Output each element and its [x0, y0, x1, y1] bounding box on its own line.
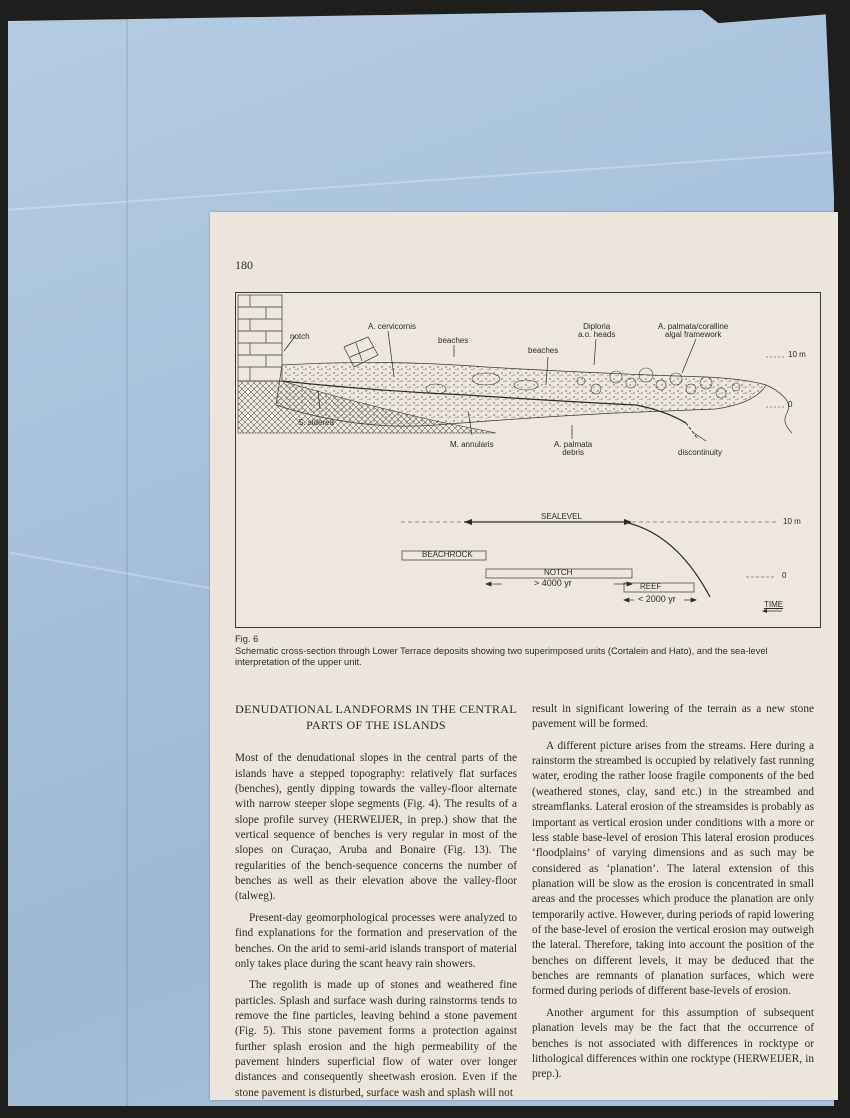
- section-heading-line2: PARTS OF THE ISLANDS: [306, 717, 446, 732]
- label-beaches-2: beaches: [528, 346, 559, 355]
- label-a-palmata-coralline: A. palmata/coralline algal framework: [658, 322, 729, 340]
- label-0-top: 0: [788, 400, 793, 409]
- caption-label: Fig. 6: [235, 634, 259, 644]
- label-notch: notch: [290, 332, 310, 341]
- label-10m-top: 10 m: [788, 350, 806, 359]
- sealevel-arrowhead: [464, 519, 472, 525]
- section-heading-line1: DENUDATIONAL LANDFORMS IN THE CENTRAL: [235, 702, 517, 716]
- label-time: TIME: [764, 600, 784, 609]
- paper-crease: [9, 151, 833, 211]
- label-notch-bar: NOTCH: [544, 568, 573, 577]
- figure-6-diagram: [235, 292, 821, 628]
- figure-caption: [235, 634, 815, 669]
- cross-section-drawing: [236, 293, 820, 627]
- section-heading: [235, 702, 517, 733]
- label-reef-age: < 2000 yr: [638, 594, 676, 604]
- cliff-wall: [238, 295, 282, 381]
- paragraph: The regolith is made up of stones and weathered fine particles. Splash and surface wash during rainstorms tends to remove the fine particles, leaving behind a stone pavement (Fig. 5). This stone pavement forms a protection against further splash erosion and the high permeability of the pavement hinders superficial flow of water over longer distances and consequently sheetwash erosion. Even if the stone pavement is disturbed, surface wash and splash will not: [235, 979, 517, 1099]
- label-a-cervicornis: A. cervicornis: [368, 322, 417, 331]
- label-beaches-1: beaches: [438, 336, 469, 345]
- discontinuity-line: [686, 423, 698, 439]
- label-notch-age: > 4000 yr: [534, 578, 572, 588]
- label-reef: REEF: [640, 582, 662, 591]
- label-a-palmata-debris: A. palmata debris: [554, 440, 593, 458]
- page-number: 180: [235, 258, 253, 272]
- paragraph: result in significant lowering of the terrain as a new stone pavement will be formed.: [532, 703, 814, 731]
- paragraph: Another argument for this assumption of subsequent planation levels may be the fact that the occurrence of benches is not associated with differences in rocktype or lithological differences within one rocktype (HERWEIJER, in prep.).: [532, 1006, 814, 1081]
- label-0-bottom: 0: [782, 571, 787, 580]
- paper-crease: [9, 552, 216, 590]
- label-s-siderea: S. siderea: [298, 418, 335, 427]
- caption-text: Schematic cross-section through Lower Terrace deposits showing two superimposed units (Cortalein and Hato), and the sea-level interpretation of the upper unit.: [235, 645, 768, 668]
- paragraph: Present-day geomorphological processes were analyzed to find explanations for the formation and preservation of the benches. On the arid to semi-arid islands transport of material only takes place during the scant heavy rain showers.: [235, 911, 517, 970]
- paper-crease: [126, 10, 128, 1106]
- document-page: [210, 212, 838, 1100]
- label-discontinuity: discontinuity: [678, 448, 723, 457]
- label-diploria: Diploria a.o. heads: [578, 322, 616, 340]
- label-m-annularis: M. annularis: [450, 440, 494, 449]
- label-sealevel: SEALEVEL: [541, 512, 582, 521]
- label-beachrock: BEACHROCK: [422, 550, 473, 559]
- left-text-column: [235, 702, 517, 1107]
- time-arrowhead: [762, 609, 767, 613]
- sealevel-curve: [624, 522, 710, 597]
- right-text-column: [532, 702, 814, 1089]
- paragraph: Most of the denudational slopes in the central parts of the islands have a stepped topography: relatively flat surfaces (benches), gently dipping towards the valley-floor alternate with narrow steeper slope segments (Fig. 4). The results of a slope profile survey (HERWEIJER, in prep.) show that the vertical sequence of benches is very regular in most of the slopes on Curaçao, Aruba and Bonaire (Fig. 13). The regularities of the bench-sequence concerns the number of benches as well as their elevation above the valley-floor (talweg).: [235, 752, 517, 903]
- label-10m-bottom: 10 m: [783, 517, 801, 526]
- paragraph: A different picture arises from the streams. Here during a rainstorm the streambed is occupied by relatively fast running water, eroding the rather loose fragile components of the bed (weathered stones, clay, sand etc.) in the streambed and streamflanks. Lateral erosion of the streamsides is probably as important as vertical erosion under conditions with a more or less stable base-level of erosion This lateral erosion produces ‘floodplains’ of varying dimensions and as such may be considered as ‘planation’. The lateral extension of this planation will be slow as the erosion is concentrated in small areas and the processes which produce the planation are only temporarily active. However, during periods of rapid lowering of the base-level of erosion the vertical erosion may outweigh the lateral. Therefore, taking into account the position of the benches on different levels, it may be deduced that the benches are remnants of planation surfaces, which were formed during periods of different base-levels of erosion.: [532, 739, 814, 998]
